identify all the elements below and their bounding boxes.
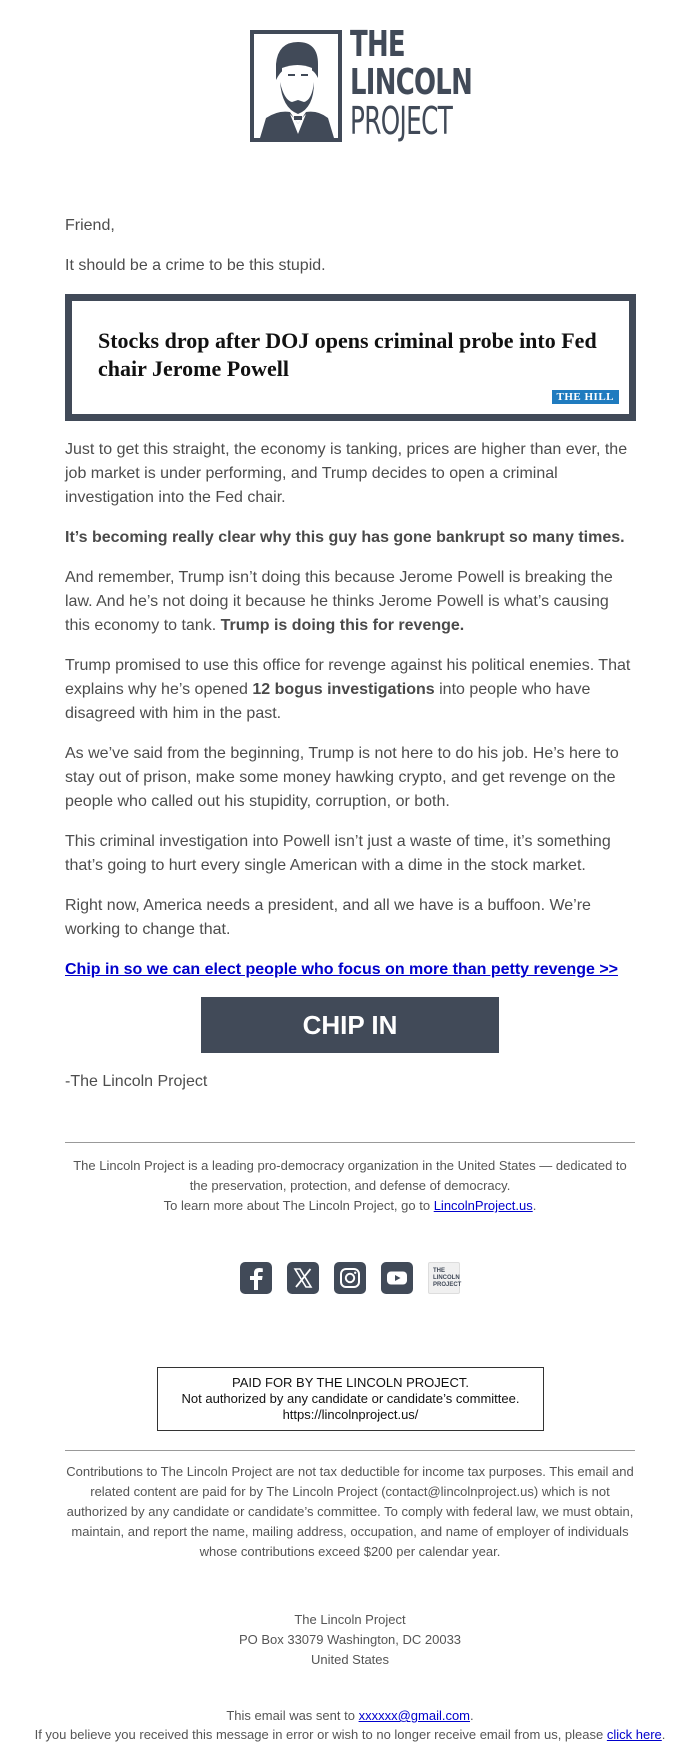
- learn-more-prefix: To learn more about The Lincoln Project, go to: [163, 1198, 431, 1213]
- body-paragraph-1: Just to get this straight, the economy is tanking, prices are higher than ever, the job market is under performing, and Trump decides to open a criminal investigation into the Fed chair.: [65, 441, 628, 506]
- lincoln-project-icon[interactable]: [428, 1262, 460, 1294]
- footer-divider-bottom: [65, 1450, 635, 1451]
- unsubscribe-link[interactable]: click here: [606, 1727, 662, 1742]
- lincoln-portrait-icon: [250, 30, 342, 142]
- social-links: [240, 1262, 462, 1298]
- paid-for-box: [157, 1367, 544, 1431]
- recipient-email-link[interactable]: xxxxxx@gmail.com: [358, 1708, 471, 1723]
- greeting: Friend,: [65, 217, 115, 234]
- facebook-icon[interactable]: [240, 1262, 272, 1294]
- lincoln-mini-logo: [433, 1268, 461, 1289]
- body-paragraph-4-bold: 12 bogus investigations: [252, 681, 435, 698]
- legal-disclaimer: Contributions to The Lincoln Project are not tax deductible for income tax purposes. This email and related content are paid for by The Lincoln Project (contact@lincolnproject.us) which is not authorized by any candidate or candidate’s committee. To comply with federal law, we must obtain, maintain, and report the name, mailing address, occupation, and name of employer of individuals whose contributions exceed $200 per calendar year.: [66, 1464, 634, 1559]
- paid-for-line-2: Not authorized by any candidate or candidate’s committee.: [181, 1391, 520, 1406]
- footer-divider-top: [65, 1142, 635, 1143]
- unsubscribe-suffix: .: [661, 1727, 666, 1742]
- body-paragraph-3-bold: Trump is doing this for revenge.: [220, 617, 465, 634]
- mini-logo-line-2: LINCOLN: [433, 1275, 460, 1281]
- address-country: United States: [310, 1652, 390, 1667]
- mini-logo-line-1: THE: [433, 1268, 445, 1274]
- intro-line: It should be a crime to be this stupid.: [65, 257, 326, 274]
- logo-line-the: THE: [350, 24, 405, 65]
- the-hill-logo: THE HILL: [552, 390, 620, 404]
- lincolnproject-link[interactable]: LincolnProject.us: [433, 1198, 533, 1213]
- address-street: PO Box 33079 Washington, DC 20033: [238, 1632, 462, 1647]
- body-paragraph-4-before: Trump promised to use this office for revenge against his political enemies. That explains why he’s opened: [65, 657, 631, 698]
- x-icon[interactable]: [287, 1262, 319, 1294]
- mini-logo-line-3: PROJECT: [433, 1282, 462, 1288]
- sent-to-prefix: This email was sent to: [226, 1708, 355, 1723]
- chip-in-link[interactable]: Chip in so we can elect people who focus on more than petty revenge >>: [65, 961, 619, 978]
- mailing-address: [65, 1610, 635, 1670]
- news-headline-text: Stocks drop after DOJ opens criminal probe into Fed chair Jerome Powell: [98, 328, 597, 381]
- news-headline-image[interactable]: [65, 294, 636, 421]
- cta-link-wrap: [65, 958, 635, 982]
- paid-for-line-3: https://lincolnproject.us/: [282, 1407, 419, 1422]
- logo-line-project: PROJECT: [350, 99, 453, 143]
- body-paragraph-4: [65, 654, 635, 726]
- body-paragraph-2-bold: It’s becoming really clear why this guy has gone bankrupt so many times.: [65, 529, 625, 546]
- body-paragraph-3-text: And remember, Trump isn’t doing this because Jerome Powell is breaking the law. And he’s not doing it because he thinks Jerome Powell is what’s causing this economy to tank.: [65, 569, 613, 634]
- sent-to-suffix: .: [470, 1708, 474, 1723]
- address-name: The Lincoln Project: [294, 1612, 406, 1627]
- youtube-icon[interactable]: [381, 1262, 413, 1294]
- learn-more-suffix: .: [532, 1198, 537, 1213]
- unsubscribe-prefix: If you believe you received this message in error or wish to no longer receive email from us, please: [34, 1727, 604, 1742]
- unsubscribe-line: [0, 1725, 700, 1745]
- logo-line-lincoln: LINCOLN: [350, 62, 473, 103]
- chip-in-button[interactable]: CHIP IN: [201, 997, 499, 1053]
- instagram-icon[interactable]: [334, 1262, 366, 1294]
- footer-about-text: The Lincoln Project is a leading pro-democracy organization in the United States — dedicated to the preservation, protection, and defense of democracy.: [73, 1158, 627, 1193]
- signoff: -The Lincoln Project: [65, 1073, 208, 1090]
- paid-for-line-1: PAID FOR BY THE LINCOLN PROJECT.: [232, 1375, 469, 1390]
- body-paragraph-7: Right now, America needs a president, and all we have is a buffoon. We’re working to change that.: [65, 897, 591, 938]
- footer-about: [65, 1156, 635, 1216]
- body-paragraph-4-after: into people who have disagreed with him in the past.: [65, 681, 591, 722]
- body-paragraph-6: This criminal investigation into Powell isn’t just a waste of time, it’s something that’s going to hurt every single American with a dime in the stock market.: [65, 833, 611, 874]
- body-paragraph-5: As we’ve said from the beginning, Trump is not here to do his job. He’s here to stay out of prison, make some money hawking crypto, and get revenge on the people who called out his stupidity, corruption, or both.: [65, 745, 619, 810]
- logo-wordmark: [350, 24, 473, 143]
- body-paragraph-2: [65, 526, 635, 550]
- body-paragraph-3: [65, 566, 635, 638]
- sent-to-line: [0, 1706, 700, 1726]
- lincoln-project-logo[interactable]: [250, 24, 473, 144]
